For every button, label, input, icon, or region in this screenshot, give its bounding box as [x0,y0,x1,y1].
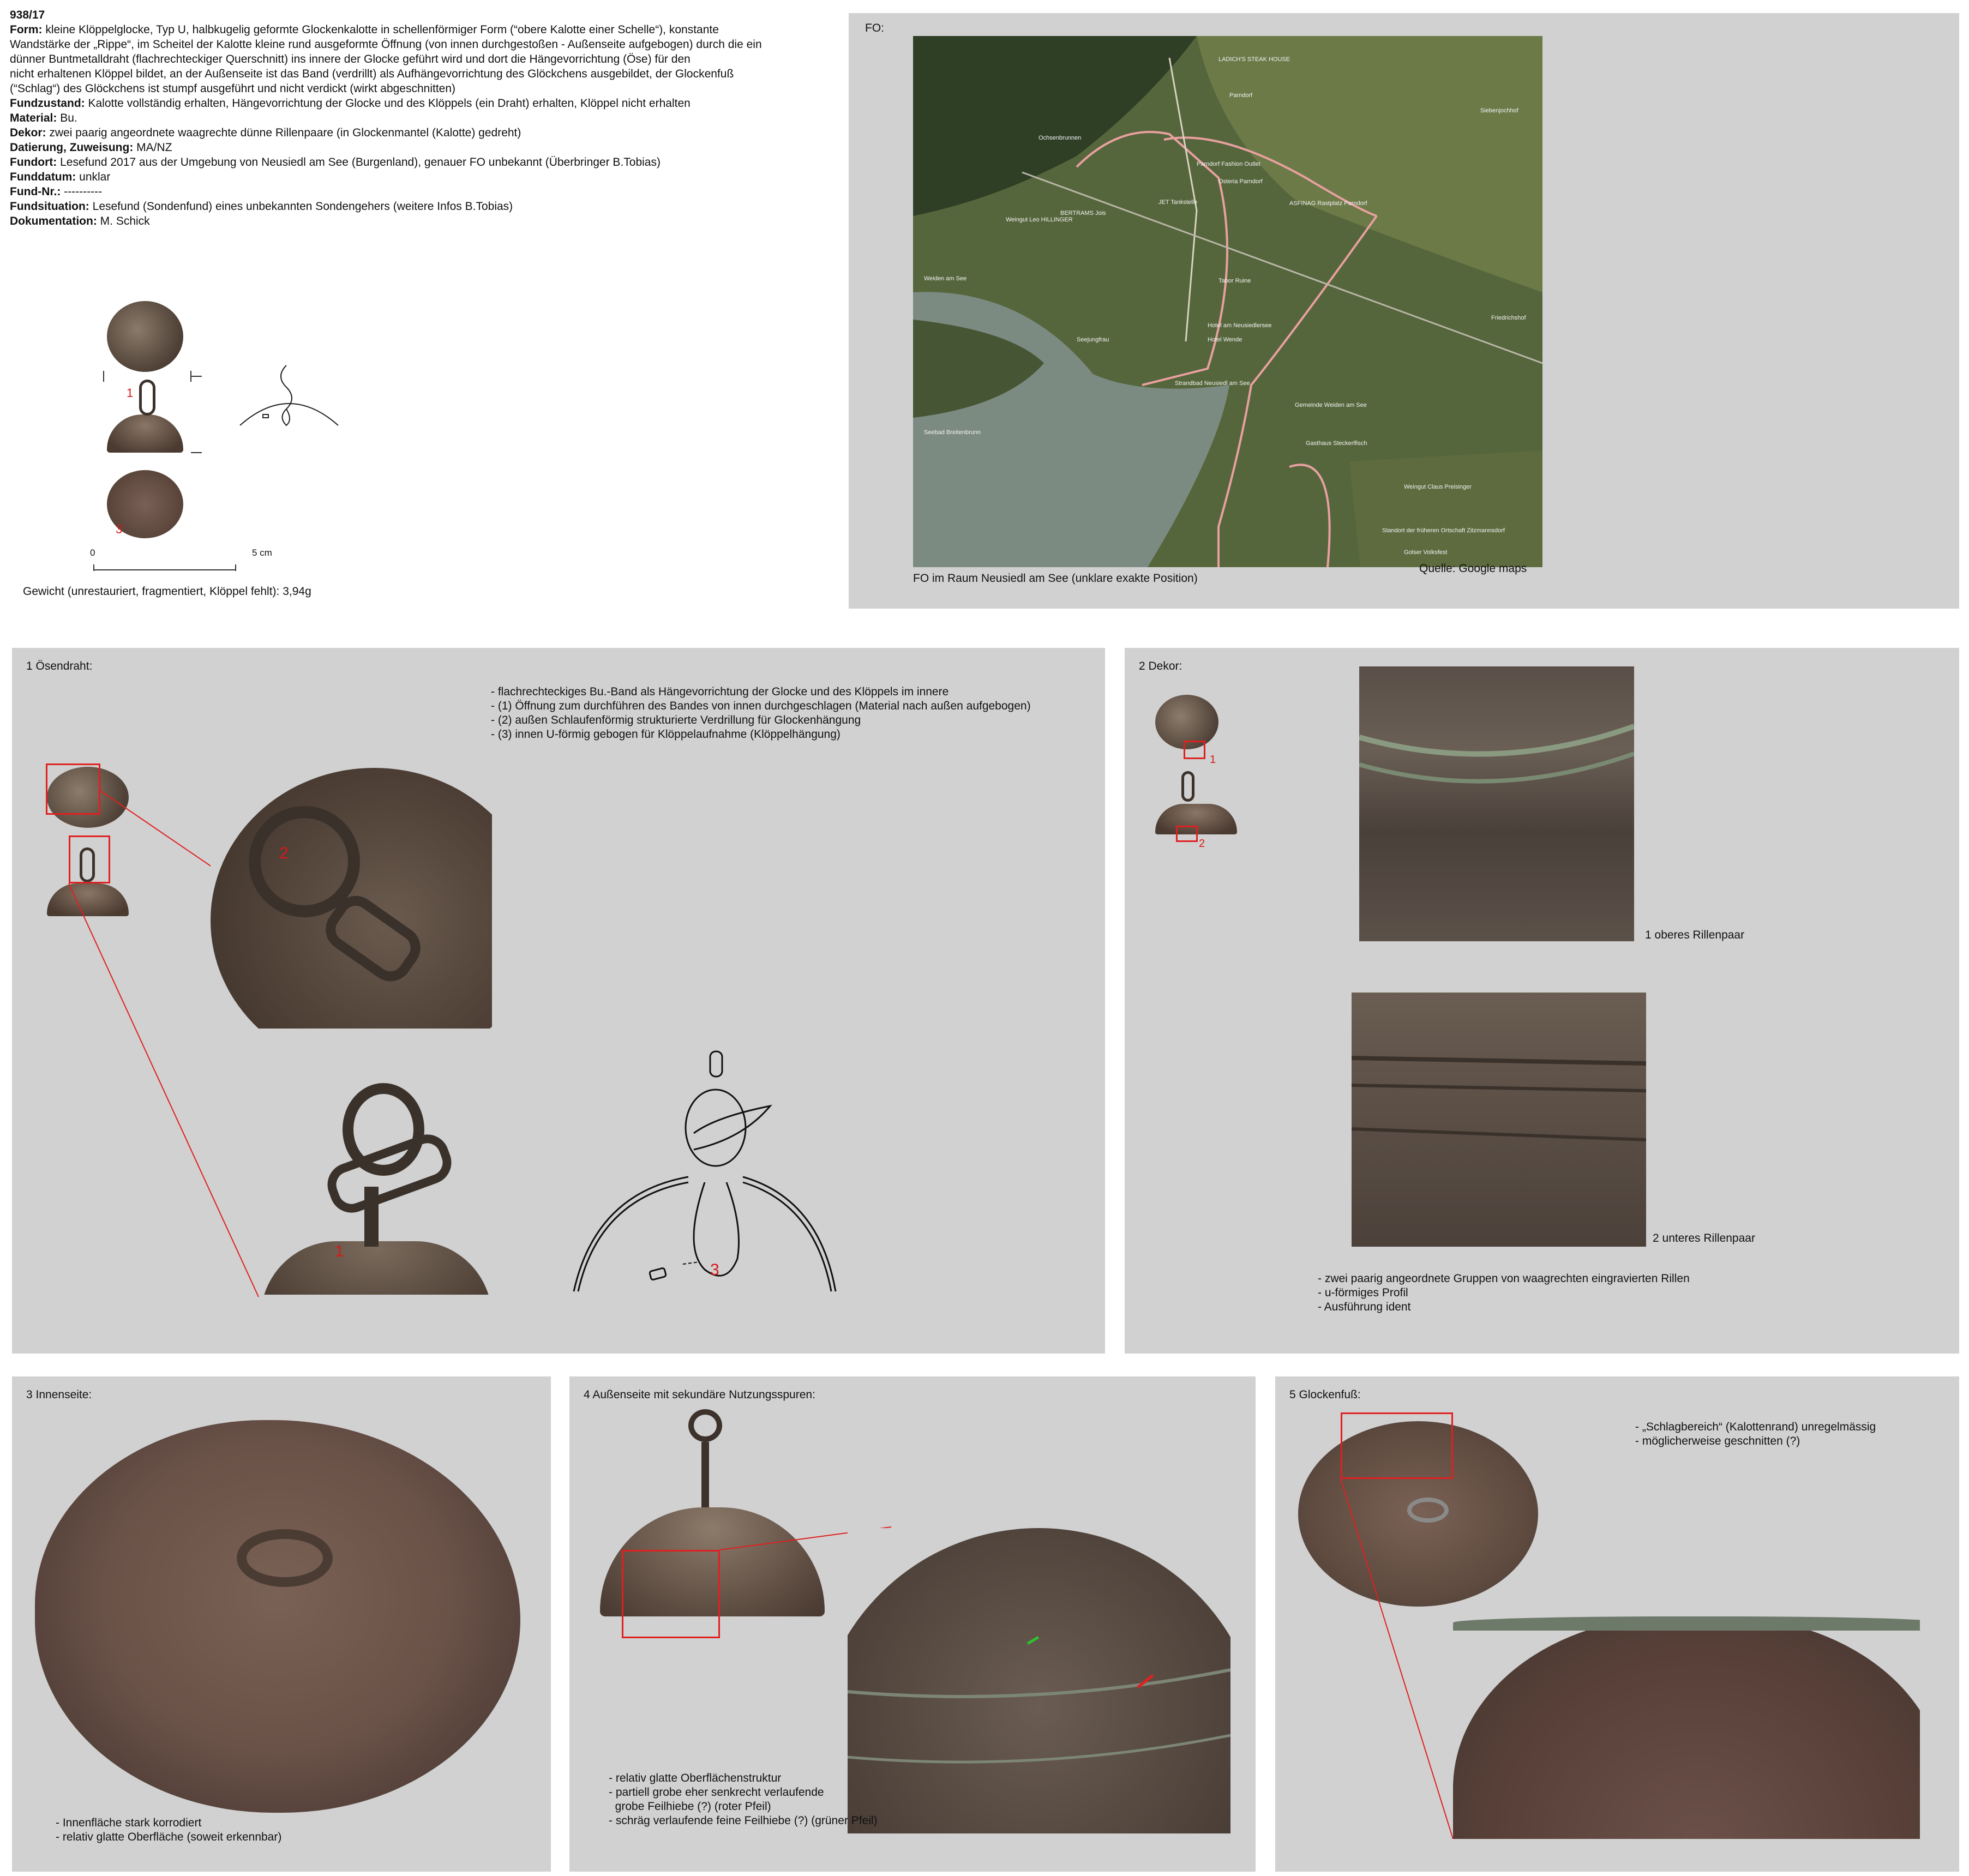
catalog-field-value: unklar [76,171,111,183]
panel-3-title: 3 Innenseite: [26,1388,92,1401]
panel-1-note: - (1) Öffnung zum durchführen des Bandes von innen durchgeschlagen (Material nach außen aufgebogen) [491,700,1031,712]
bell-interior-photo [35,1420,520,1813]
map-place-label: Weingut Claus Preisinger [1404,484,1472,490]
catalog-field-line [10,214,839,229]
catalog-field-value: Wandstärke der „Rippe“, im Scheitel der Kalotte kleine rund ausgeformte Öffnung (von innen durchgestoßen - Außenseite aufgebogen) durch die ein [10,38,762,51]
map-place-label: Strandbad Neusiedl am See [1175,380,1250,387]
catalog-field-label: Datierung, Zuweisung: [10,141,134,154]
catalog-field-label: Dekor: [10,127,46,139]
outside-zoom-connectors [569,1376,875,1595]
view-alignment-marks [87,371,251,480]
catalog-field-value: MA/NZ [133,141,172,154]
panel-5-rim [1275,1376,1959,1872]
map-place-label: Friedrichshof [1491,315,1526,321]
catalog-field-line [10,37,839,52]
catalog-field-line [10,199,839,214]
catalog-field-line [10,140,839,155]
catalog-field-value: kleine Klöppelglocke, Typ U, halbkugelig geformte Glockenkalotte in schellenförmiger Form (“obere Kalotte einer Schelle“), konstante [42,23,719,36]
catalog-field-value: Lesefund 2017 aus der Umgebung von Neusiedl am See (Burgenland), genauer FO unbekannt (Überbringer B.Tobias) [57,156,661,169]
panel-4-note: - schräg verlaufende feine Feilhiebe (?) (grüner Pfeil) [609,1814,878,1827]
overview-figure [0,284,382,611]
decor-frame-1 [1184,741,1205,759]
scale-label-5cm: 5 cm [252,548,272,558]
catalog-field-line [10,81,839,96]
weight-note: Gewicht (unrestauriert, fragmentiert, Klöppel fehlt): 3,94g [23,585,311,598]
marker-number-3: 3 [116,522,123,536]
catalog-field-value: nicht erhaltenen Klöppel bildet, an der Außenseite ist das Band (verdrillt) als Aufhängevorrichtung des Glöckchens ausgebildet, der Glockenfuß [10,68,734,80]
panel-1-note: - (2) außen Schlaufenförmig strukturierte Verdrillung für Glockenhängung [491,714,861,726]
panel-4-note: - relativ glatte Oberflächenstruktur [609,1772,782,1784]
map-place-label: JET Tankstelle [1158,199,1198,206]
map-panel [849,13,1959,609]
panel-5-title: 5 Glockenfuß: [1289,1388,1361,1401]
catalog-field-value: Lesefund (Sondenfund) eines unbekannten Sondengehers (weitere Infos B.Tobias) [89,200,513,213]
map-place-label: BERTRAMS Jois [1060,210,1106,217]
catalog-field-label: Fundort: [10,156,57,169]
map-place-label: Gemeinde Weiden am See [1295,402,1367,408]
map-place-label: Hotel am Neusiedlersee [1208,322,1272,329]
panel-3-notes [56,1816,281,1844]
catalog-field-line [10,170,839,184]
catalog-field-label: Form: [10,23,43,36]
wire-twist-photo [261,1078,492,1295]
map-place-label: Weiden am See [924,275,967,282]
decor-frame-2 [1176,826,1198,842]
catalog-field-label: Dokumentation: [10,215,97,227]
catalog-id: 938/17 [10,9,45,21]
loop-closeup-photo [211,768,492,1029]
scale-label-zero: 0 [90,548,95,558]
lower-groove-pair-photo [1352,993,1646,1247]
catalog-field-line [10,96,839,111]
panel-2-decor [1125,648,1959,1354]
catalog-field-label: Funddatum: [10,171,76,183]
map-place-label: Ochsenbrunnen [1038,135,1082,141]
panel-4-title: 4 Außenseite mit sekundäre Nutzungsspuren: [584,1388,815,1401]
panel-4-notes [609,1771,878,1828]
panel-4-note: grobe Feilhiebe (?) (roter Pfeil) [609,1800,771,1813]
rim-closeup-photo [1453,1616,1920,1839]
map-place-label: Weingut Leo HILLINGER [1006,217,1073,223]
decor-thumb-loop-photo [1181,771,1194,802]
panel-3-inside [12,1376,551,1872]
lower-groove-caption: 2 unteres Rillenpaar [1653,1232,1755,1244]
panel-2-notes [1318,1272,1690,1314]
map-place-label: Siebenjochhof [1480,107,1518,114]
upper-groove-pair-photo [1359,666,1634,941]
use-wear-closeup-photo [848,1528,1230,1833]
marker-number-1: 1 [127,386,134,400]
panel-4-note: - partiell grobe eher senkrecht verlaufende [609,1786,824,1799]
panel-2-note: - zwei paarig angeordnete Gruppen von waagrechten eingravierten Rillen [1318,1272,1690,1285]
map-place-label: Hotel Wende [1208,336,1242,343]
panel-1-notes [491,685,1031,742]
catalog-field-line [10,67,839,81]
catalog-field-value: zwei paarig angeordnete waagrechte dünne Rillenpaare (in Glockenmantel (Kalotte) gedreht) [46,127,521,139]
panel-5-note: - „Schlagbereich“ (Kalottenrand) unregelmässig [1635,1421,1876,1433]
catalog-field-line [10,155,839,170]
catalog-field-label: Fundsituation: [10,200,89,213]
catalog-field-line [10,22,839,37]
marker-number-2: 2 [279,844,289,862]
catalog-field-label: Fund-Nr.: [10,185,61,198]
catalog-field-value: Bu. [57,112,77,124]
panel-3-note: - relativ glatte Oberfläche (soweit erkennbar) [56,1831,282,1843]
catalog-field-label: Material: [10,112,57,124]
panel-5-notes [1635,1420,1876,1448]
map-place-label: Parndorf [1229,92,1253,99]
marker-number-3: 3 [710,1261,719,1279]
catalog-field-value: (“Schlag“) des Glöckchens ist stumpf ausgeführt und nicht verdickt (wirkt abgeschnitten) [10,82,456,95]
map-place-label: Gasthaus Steckerlfisch [1306,440,1367,447]
decor-marker-2: 2 [1199,838,1205,850]
map-place-label: Osteria Parndorf [1218,178,1263,185]
bell-section-drawing [235,360,344,436]
map-source: Quelle: Google maps [1419,562,1527,575]
map-place-label: Standort der früheren Ortschaft Zitzmannsdorf [1382,527,1505,534]
panel-2-note: - Ausführung ident [1318,1301,1411,1313]
panel-5-note: - möglicherweise geschnitten (?) [1635,1435,1800,1447]
catalog-field-line [10,52,839,67]
panel-2-title: 2 Dekor: [1139,660,1182,672]
map-place-label: Seejungfrau [1077,336,1109,343]
map-panel-title: FO: [865,22,884,34]
scale-bar [93,559,256,575]
catalog-entry [10,8,839,229]
catalog-field-value: Kalotte vollständig erhalten, Hängevorrichtung der Glocke und des Klöppels (ein Draht) erhalten, Klöppel nicht erhalten [85,97,691,110]
panel-4-outside [569,1376,1256,1872]
panel-1-note: - flachrechteckiges Bu.-Band als Hängevorrichtung der Glocke und des Klöppels im innere [491,686,949,698]
catalog-field-line [10,111,839,125]
map-place-label: Golser Volksfest [1404,549,1448,556]
bell-top-view-photo [107,301,183,372]
catalog-fields [10,22,839,229]
map-place-label: LADICH'S STEAK HOUSE [1218,56,1290,63]
panel-1-loop-wire [12,648,1105,1354]
catalog-field-label: Fundzustand: [10,97,85,110]
satellite-map [913,36,1542,567]
panel-1-note: - (3) innen U-förmig gebogen für Klöppelaufnahme (Klöppelhängung) [491,728,841,741]
catalog-field-line [10,125,839,140]
map-place-label: Tabor Ruine [1218,278,1251,284]
catalog-field-value: ---------- [61,185,103,198]
loop-section-drawing [563,1051,847,1313]
map-caption: FO im Raum Neusiedl am See (unklare exakte Position) [913,572,1198,585]
decor-marker-1: 1 [1210,754,1216,766]
catalog-field-value: dünner Buntmetalldraht (flachrechteckiger Querschnitt) ins innere der Glocke geführt wird und dort die Hängevorrichtung (Öse) für den [10,53,691,65]
zoom-connector-lines [12,648,230,1248]
panel-1-title: 1 Ösendraht: [26,660,93,672]
map-place-label: Parndorf Fashion Outlet [1197,161,1260,167]
marker-number-1: 1 [335,1242,344,1260]
panel-2-note: - u-förmiges Profil [1318,1286,1408,1299]
map-place-label: Seebad Breitenbrunn [924,429,981,436]
catalog-field-value: M. Schick [97,215,150,227]
upper-groove-caption: 1 oberes Rillenpaar [1645,929,1745,941]
catalog-field-line [10,184,839,199]
map-place-label: ASFINAG Rastplatz Parndorf [1289,200,1367,207]
panel-3-note: - Innenfläche stark korrodiert [56,1817,202,1829]
